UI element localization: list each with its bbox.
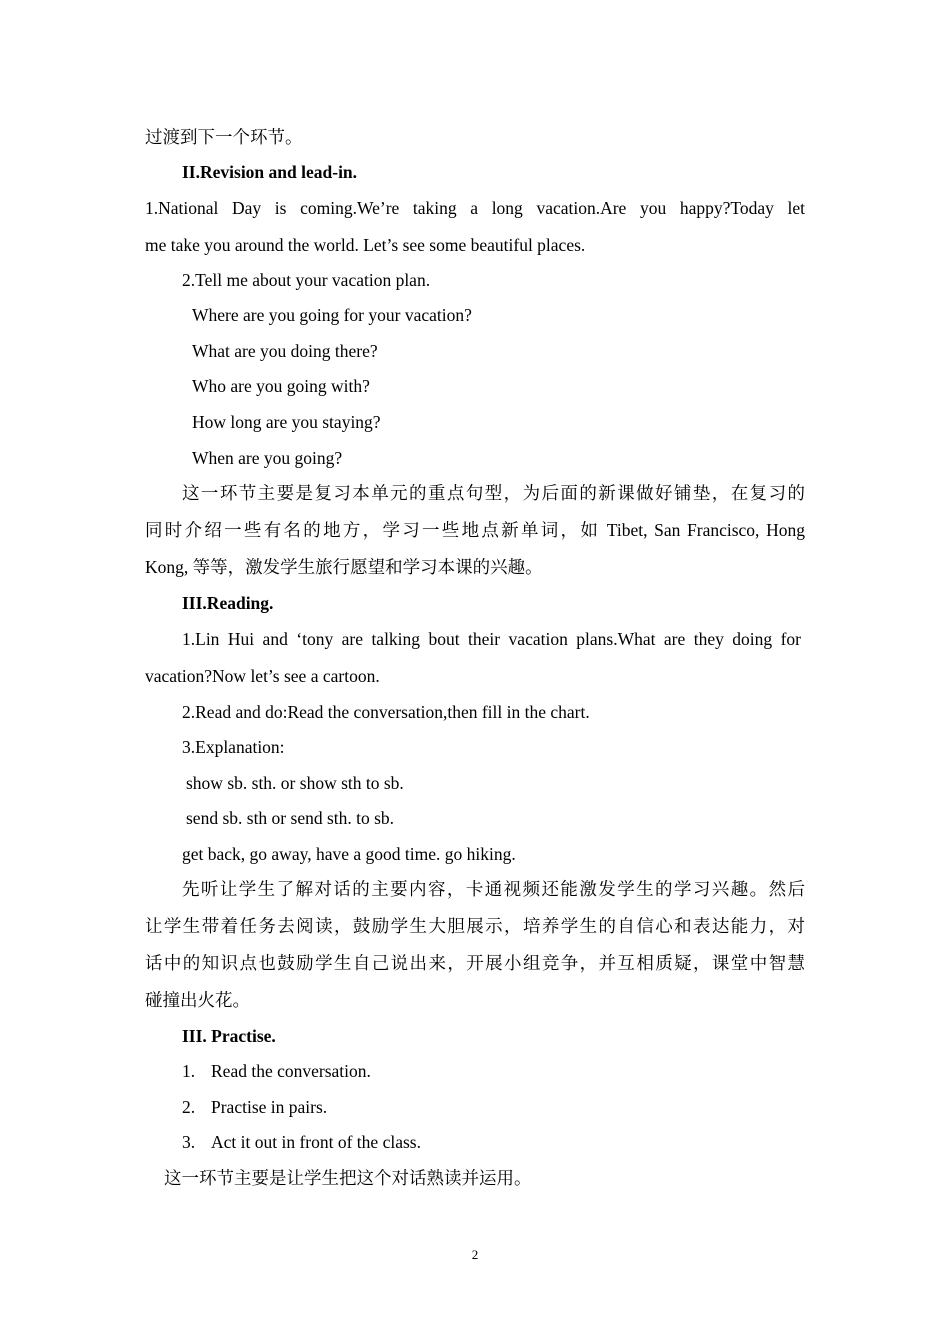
text-line: 话中的知识点也鼓励学生自己说出来，开展小组竞争，并互相质疑，课堂中智慧 <box>145 953 805 973</box>
question-line: What are you doing there? <box>192 341 378 361</box>
text-line: vacation?Now let’s see a cartoon. <box>145 666 380 686</box>
list-number: 2. <box>182 1097 196 1117</box>
list-item-text: Act it out in front of the class. <box>211 1132 421 1152</box>
text-line: 2.Tell me about your vacation plan. <box>182 270 431 290</box>
list-item <box>182 1096 327 1118</box>
text-line: 这一环节主要是复习本单元的重点句型，为后面的新课做好铺垫，在复习的 <box>182 483 805 503</box>
question-line: When are you going? <box>192 448 343 468</box>
text-line: show sb. sth. or show sth to sb. <box>186 773 404 793</box>
list-number: 1. <box>182 1061 196 1081</box>
text-line: 同时介绍一些有名的地方，学习一些地点新单词，如 Tibet, San Francisco, Hong <box>145 520 805 540</box>
text-line: 过渡到下一个环节。 <box>145 127 303 147</box>
section-heading-practise: III. Practise. <box>182 1026 276 1046</box>
text-line: get back, go away, have a good time. go hiking. <box>182 844 516 864</box>
text-line: 3.Explanation: <box>182 737 285 757</box>
text-line: send sb. sth or send sth. to sb. <box>186 808 395 828</box>
text-line: Kong, 等等，激发学生旅行愿望和学习本课的兴趣。 <box>145 557 543 577</box>
question-line: Who are you going with? <box>192 376 370 396</box>
text-line: 这一环节主要是让学生把这个对话熟读并运用。 <box>164 1168 532 1188</box>
section-heading-reading: III.Reading. <box>182 593 274 613</box>
text-line: 让学生带着任务去阅读，鼓励学生大胆展示，培养学生的自信心和表达能力，对 <box>145 916 805 936</box>
text-line: 2.Read and do:Read the conversation,then fill in the chart. <box>182 702 590 722</box>
list-item-text: Read the conversation. <box>211 1061 371 1081</box>
text-line: 碰撞出火花。 <box>145 990 250 1010</box>
question-line: Where are you going for your vacation? <box>192 305 472 325</box>
text-line: me take you around the world. Let’s see some beautiful places. <box>145 235 586 255</box>
page-number: 2 <box>471 1247 479 1262</box>
list-item-text: Practise in pairs. <box>211 1097 328 1117</box>
text-line: 1.National Day is coming.We’re taking a long vacation.Are you happy?Today let <box>145 198 805 218</box>
question-line: How long are you staying? <box>192 412 381 432</box>
list-item <box>182 1060 371 1082</box>
section-heading-revision: II.Revision and lead-in. <box>182 162 358 182</box>
list-number: 3. <box>182 1132 196 1152</box>
text-line: 1.Lin Hui and ‘tony are talking bout their vacation plans.What are they doing for <box>182 629 801 649</box>
list-item <box>182 1131 421 1153</box>
text-line: 先听让学生了解对话的主要内容，卡通视频还能激发学生的学习兴趣。然后 <box>182 879 805 899</box>
